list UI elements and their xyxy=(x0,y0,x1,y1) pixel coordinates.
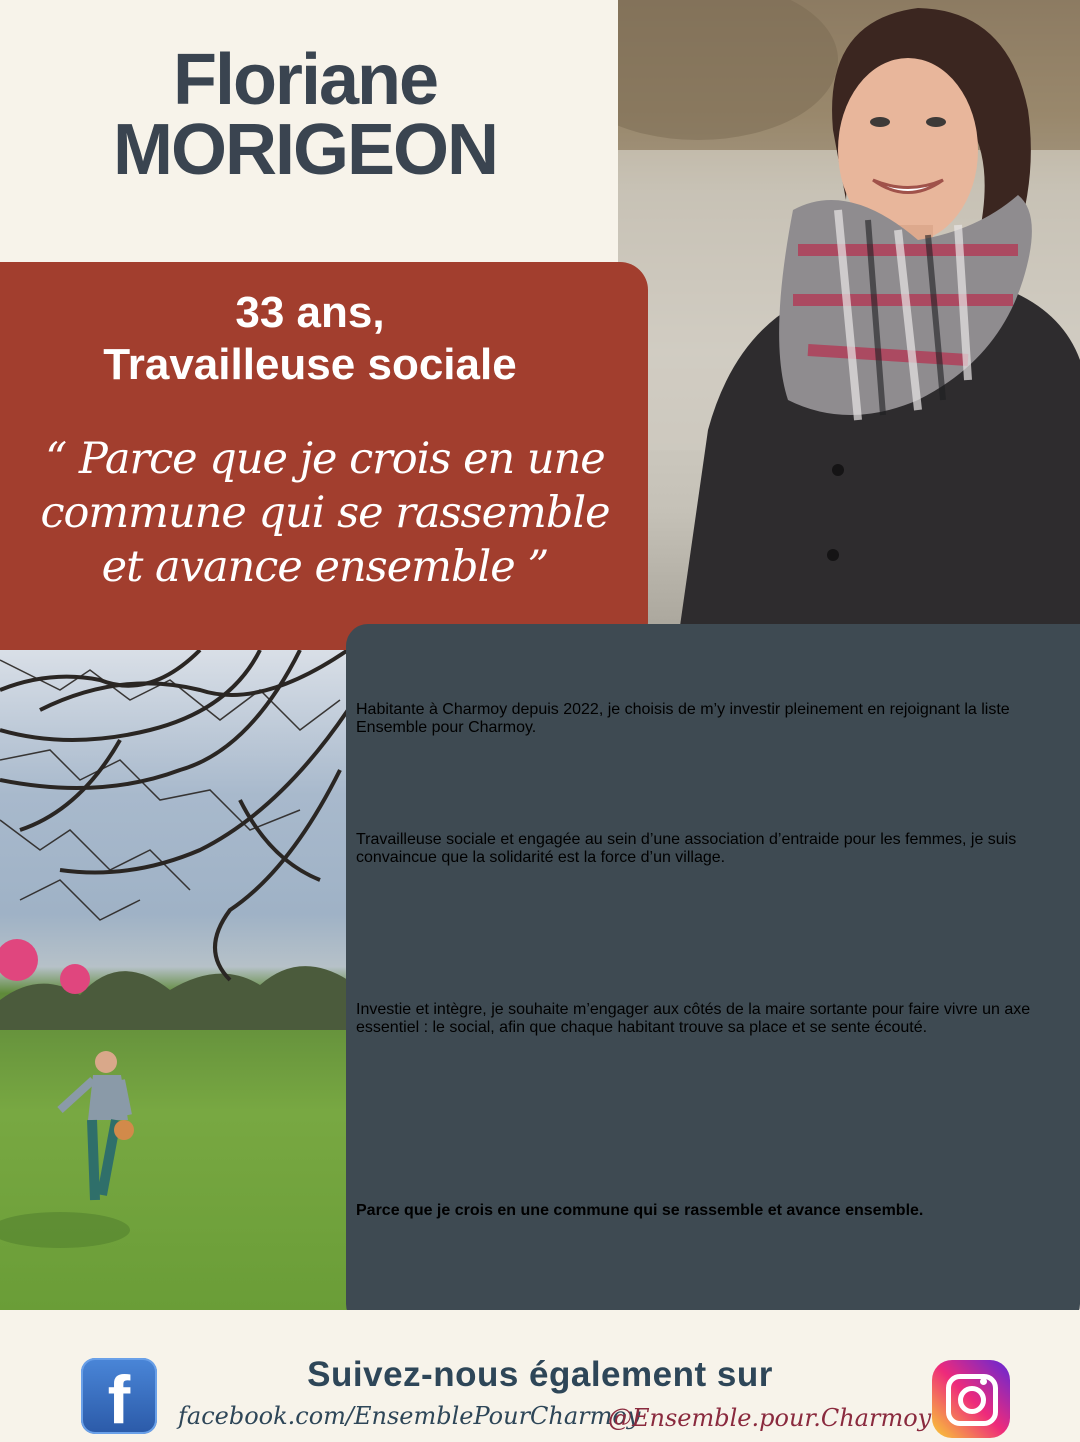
age-text: 33 ans, xyxy=(235,288,385,337)
quote-text: “ Parce que je crois en une commune qui se rassemble et avance ensemble ” xyxy=(40,434,610,592)
instagram-icon-lens xyxy=(958,1386,986,1414)
follow-heading: Suivez-nous également sur xyxy=(307,1355,773,1394)
instagram-icon[interactable] xyxy=(932,1360,1010,1438)
bio-conclusion: Parce que je crois en une commune qui se rassemble et avance ensemble. xyxy=(356,1202,924,1219)
facebook-glyph: f xyxy=(107,1362,131,1438)
instagram-handle[interactable]: @Ensemble.pour.Charmoy xyxy=(608,1404,932,1432)
instagram-icon-dot xyxy=(980,1378,987,1385)
landscape-photo xyxy=(0,650,348,1310)
bio-paragraph-3: Investie et intègre, je souhaite m’engager aux côtés de la maire sortante pour faire vivre un axe essentiel : le social, afin que chaque habitant trouve sa place et se sente écouté. xyxy=(356,1001,1031,1036)
portrait-photo xyxy=(618,0,1080,640)
first-name: Floriane xyxy=(172,40,438,120)
bio-paragraph-1: Habitante à Charmoy depuis 2022, je choisis de m’y investir pleinement en rejoignant la liste Ensemble pour Charmoy. xyxy=(356,701,1010,736)
facebook-link[interactable]: facebook.com/EnsemblePourCharmoy xyxy=(178,1402,641,1430)
job-title: Travailleuse sociale xyxy=(103,340,517,389)
bio-paragraph-2: Travailleuse sociale et engagée au sein d’une association d’entraide pour les femmes, je suis convaincue que la solidarité est la force d’un village. xyxy=(356,831,1017,866)
last-name: MORIGEON xyxy=(112,110,497,190)
